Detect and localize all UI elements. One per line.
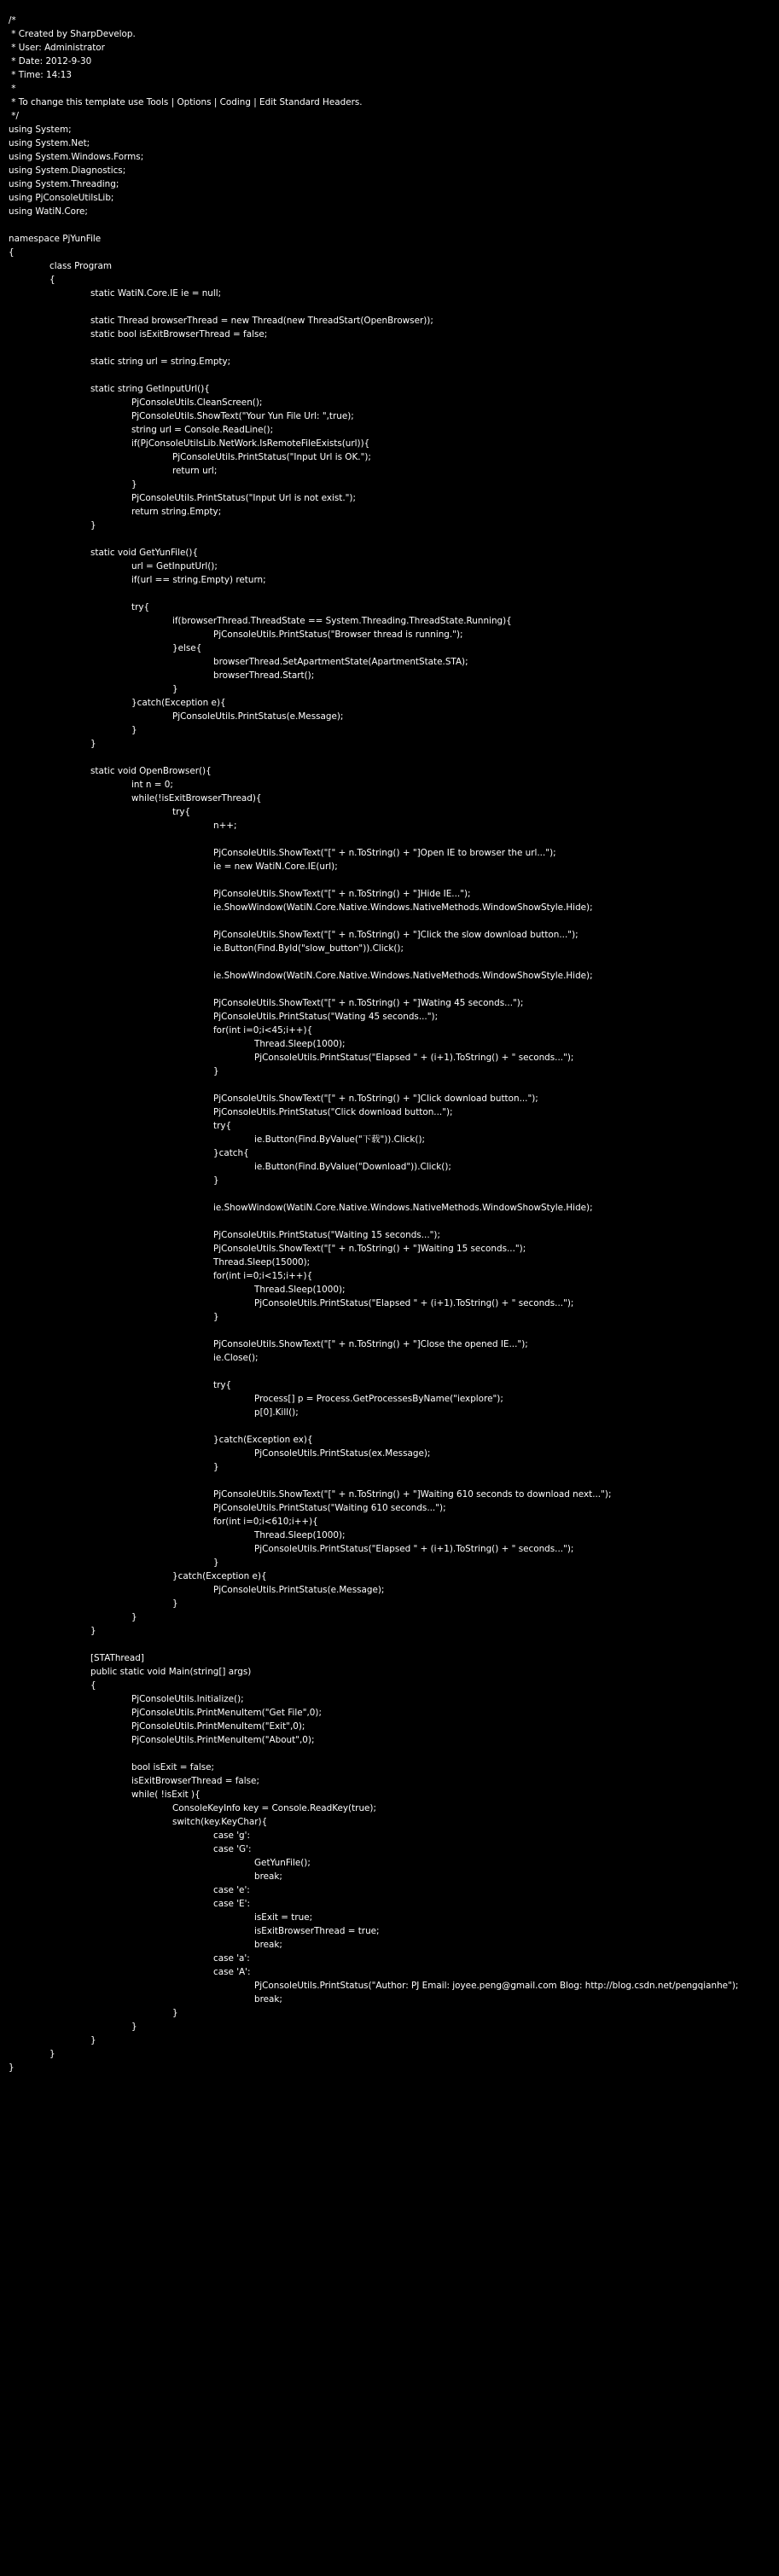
code-line: * User: Administrator — [9, 43, 105, 53]
code-line: } — [213, 1462, 219, 1472]
code-line: Thread.Sleep(1000); — [254, 1285, 346, 1295]
code-line: } — [213, 1066, 219, 1076]
code-line: return string.Empty; — [131, 507, 222, 517]
code-line: GetYunFile(); — [254, 1858, 311, 1868]
code-line: isExit = true; — [254, 1912, 313, 1923]
code-line: static bool isExitBrowserThread = false; — [90, 329, 268, 339]
code-line: p[0].Kill(); — [254, 1407, 299, 1418]
code-line: }else{ — [172, 643, 202, 653]
code-line: browserThread.Start(); — [213, 670, 315, 681]
code-line: /* — [9, 15, 16, 26]
code-line: }catch(Exception e){ — [172, 1571, 267, 1581]
code-line: }catch(Exception e){ — [131, 698, 226, 708]
code-line: static void GetYunFile(){ — [90, 548, 199, 558]
code-line: Process[] p = Process.GetProcessesByName("iexplore"); — [254, 1394, 503, 1404]
code-line: ie.Close(); — [213, 1353, 259, 1363]
code-line: static string url = string.Empty; — [90, 357, 231, 367]
code-line: using System.Diagnostics; — [9, 165, 126, 176]
code-line: PjConsoleUtils.PrintStatus("Elapsed " + (i+1).ToString() + " seconds..."); — [254, 1053, 574, 1063]
code-line: browserThread.SetApartmentState(ApartmentState.STA); — [213, 657, 468, 667]
code-line: case 'E': — [213, 1899, 250, 1909]
code-line: PjConsoleUtils.PrintStatus("Wating 45 seconds..."); — [213, 1012, 439, 1022]
code-line: for(int i=0;i<15;i++){ — [213, 1271, 313, 1281]
code-line: } — [172, 2008, 178, 2018]
code-line: static WatiN.Core.IE ie = null; — [90, 288, 222, 299]
code-line: string url = Console.ReadLine(); — [131, 425, 274, 435]
code-line: PjConsoleUtils.PrintMenuItem("About",0); — [131, 1735, 315, 1745]
code-line: PjConsoleUtils.ShowText("[" + n.ToString() + "]Waiting 610 seconds to download next..."); — [213, 1489, 612, 1500]
code-line: [STAThread] — [90, 1653, 144, 1663]
code-line: * — [9, 84, 16, 94]
code-line: static Thread browserThread = new Thread(new ThreadStart(OpenBrowser)); — [90, 316, 433, 326]
code-line: } — [213, 1175, 219, 1186]
code-line: { — [9, 247, 15, 258]
code-line: try{ — [213, 1121, 232, 1131]
code-line: PjConsoleUtils.PrintStatus(e.Message); — [213, 1585, 385, 1595]
code-line: break; — [254, 1871, 282, 1882]
code-line: } — [172, 684, 178, 694]
code-line: Thread.Sleep(1000); — [254, 1039, 346, 1049]
code-line: ie.ShowWindow(WatiN.Core.Native.Windows.NativeMethods.WindowShowStyle.Hide); — [213, 902, 593, 913]
code-line: static void OpenBrowser(){ — [90, 766, 212, 776]
code-line: if(browserThread.ThreadState == System.Threading.ThreadState.Running){ — [172, 616, 512, 626]
code-line: PjConsoleUtils.ShowText("[" + n.ToString() + "]Open IE to browser the url..."); — [213, 848, 556, 858]
code-line: ie.ShowWindow(WatiN.Core.Native.Windows.NativeMethods.WindowShowStyle.Hide); — [213, 1203, 593, 1213]
code-line: * Date: 2012-9-30 — [9, 56, 92, 67]
code-line: Thread.Sleep(1000); — [254, 1530, 346, 1540]
code-line: PjConsoleUtils.PrintMenuItem("Exit",0); — [131, 1721, 305, 1732]
code-line: PjConsoleUtils.ShowText("[" + n.ToString() + "]Wating 45 seconds..."); — [213, 998, 524, 1008]
code-line: } — [131, 725, 137, 735]
code-line: switch(key.KeyChar){ — [172, 1817, 268, 1827]
code-line: namespace PjYunFile — [9, 234, 102, 244]
code-line: Thread.Sleep(15000); — [213, 1257, 311, 1268]
code-line: if(url == string.Empty) return; — [131, 575, 266, 585]
code-line: } — [172, 1598, 178, 1609]
code-line: } — [131, 2022, 137, 2032]
code-line: { — [90, 1680, 96, 1691]
code-line: PjConsoleUtils.Initialize(); — [131, 1694, 244, 1704]
code-line: ie.Button(Find.ByValue("下载")).Click(); — [254, 1134, 426, 1145]
code-line: PjConsoleUtils.ShowText("[" + n.ToString() + "]Hide IE..."); — [213, 889, 471, 899]
code-line: using WatiN.Core; — [9, 206, 88, 217]
code-line: PjConsoleUtils.ShowText("[" + n.ToString() + "]Waiting 15 seconds..."); — [213, 1244, 526, 1254]
code-line: } — [213, 1312, 219, 1322]
code-line: case 'e': — [213, 1885, 250, 1895]
code-line: }catch(Exception ex){ — [213, 1435, 313, 1445]
code-line: class Program — [49, 261, 112, 271]
code-line: } — [131, 479, 137, 490]
code-line: PjConsoleUtils.CleanScreen(); — [131, 397, 263, 408]
code-line: return url; — [172, 466, 218, 476]
code-line: if(PjConsoleUtilsLib.NetWork.IsRemoteFileExists(url)){ — [131, 438, 370, 449]
code-line: case 'A': — [213, 1967, 251, 1977]
code-line: PjConsoleUtils.PrintStatus("Elapsed " + (i+1).ToString() + " seconds..."); — [254, 1298, 574, 1308]
code-line: ie.ShowWindow(WatiN.Core.Native.Windows.NativeMethods.WindowShowStyle.Hide); — [213, 971, 593, 981]
code-line: int n = 0; — [131, 780, 173, 790]
code-line: for(int i=0;i<610;i++){ — [213, 1517, 318, 1527]
code-line: PjConsoleUtils.ShowText("[" + n.ToString() + "]Click download button..."); — [213, 1094, 538, 1104]
code-line: ConsoleKeyInfo key = Console.ReadKey(true); — [172, 1803, 376, 1813]
code-line: PjConsoleUtils.ShowText("[" + n.ToString() + "]Click the slow download button..."); — [213, 930, 578, 940]
code-line: PjConsoleUtils.PrintStatus("Waiting 610 seconds..."); — [213, 1503, 446, 1513]
code-line: using System.Windows.Forms; — [9, 152, 144, 162]
code-line: while( !isExit ){ — [131, 1790, 201, 1800]
code-line: PjConsoleUtils.PrintMenuItem("Get File",0); — [131, 1708, 322, 1718]
code-line: } — [131, 1612, 137, 1622]
code-line: ie.Button(Find.ByValue("Download")).Click(); — [254, 1162, 451, 1172]
code-line: while(!isExitBrowserThread){ — [131, 793, 262, 804]
code-line: } — [213, 1558, 219, 1568]
code-line: n++; — [213, 821, 237, 831]
code-line: PjConsoleUtils.PrintStatus("Elapsed " + (i+1).ToString() + " seconds..."); — [254, 1544, 574, 1554]
code-line: * Created by SharpDevelop. — [9, 29, 136, 39]
code-line: case 'G': — [213, 1844, 252, 1854]
code-line: } — [9, 2063, 15, 2073]
code-line: isExitBrowserThread = true; — [254, 1926, 380, 1936]
code-line: try{ — [131, 602, 150, 612]
code-line: * Time: 14:13 — [9, 70, 72, 80]
code-line: bool isExit = false; — [131, 1762, 215, 1772]
code-line: using System; — [9, 125, 72, 135]
code-line: { — [49, 275, 55, 285]
code-line: using System.Net; — [9, 138, 90, 148]
code-line: try{ — [172, 807, 191, 817]
code-line: } — [90, 2035, 96, 2045]
code-line: }catch{ — [213, 1148, 249, 1158]
code-line: using PjConsoleUtilsLib; — [9, 193, 114, 203]
code-line: url = GetInputUrl(); — [131, 561, 218, 571]
code-line: isExitBrowserThread = false; — [131, 1776, 259, 1786]
code-line: */ — [9, 111, 19, 121]
code-line: PjConsoleUtils.PrintStatus("Author: PJ Email: joyee.peng@gmail.com Blog: http://blog.csdn.net/pengqianhe"); — [254, 1981, 739, 1991]
code-line: PjConsoleUtils.ShowText("[" + n.ToString() + "]Close the opened IE..."); — [213, 1339, 528, 1349]
code-line: public static void Main(string[] args) — [90, 1667, 252, 1677]
code-line: static string GetInputUrl(){ — [90, 384, 210, 394]
code-line: try{ — [213, 1380, 232, 1390]
code-line: PjConsoleUtils.PrintStatus("Waiting 15 seconds..."); — [213, 1230, 440, 1240]
code-line: ie.Button(Find.ById("slow_button")).Click(); — [213, 943, 404, 954]
code-line: break; — [254, 1940, 282, 1950]
code-line: case 'a': — [213, 1953, 250, 1964]
code-line: for(int i=0;i<45;i++){ — [213, 1025, 313, 1036]
code-line: PjConsoleUtils.PrintStatus("Input Url is not exist."); — [131, 493, 356, 503]
code-line: } — [90, 1626, 96, 1636]
code-line: } — [49, 2049, 55, 2059]
code-line: case 'g': — [213, 1830, 250, 1841]
code-line: PjConsoleUtils.PrintStatus("Click download button..."); — [213, 1107, 453, 1117]
code-line: PjConsoleUtils.ShowText("Your Yun File Url: ",true); — [131, 411, 354, 421]
code-line: PjConsoleUtils.PrintStatus("Browser thread is running."); — [213, 629, 463, 640]
code-line: } — [90, 739, 96, 749]
code-line: using System.Threading; — [9, 179, 119, 189]
code-line: } — [90, 520, 96, 531]
code-line: * To change this template use Tools | Options | Coding | Edit Standard Headers. — [9, 97, 363, 107]
code-line: PjConsoleUtils.PrintStatus("Input Url is OK."); — [172, 452, 371, 462]
code-line: ie = new WatiN.Core.IE(url); — [213, 862, 338, 872]
code-line: break; — [254, 1994, 282, 2005]
code-line: PjConsoleUtils.PrintStatus(e.Message); — [172, 711, 344, 722]
code-line: PjConsoleUtils.PrintStatus(ex.Message); — [254, 1448, 431, 1459]
